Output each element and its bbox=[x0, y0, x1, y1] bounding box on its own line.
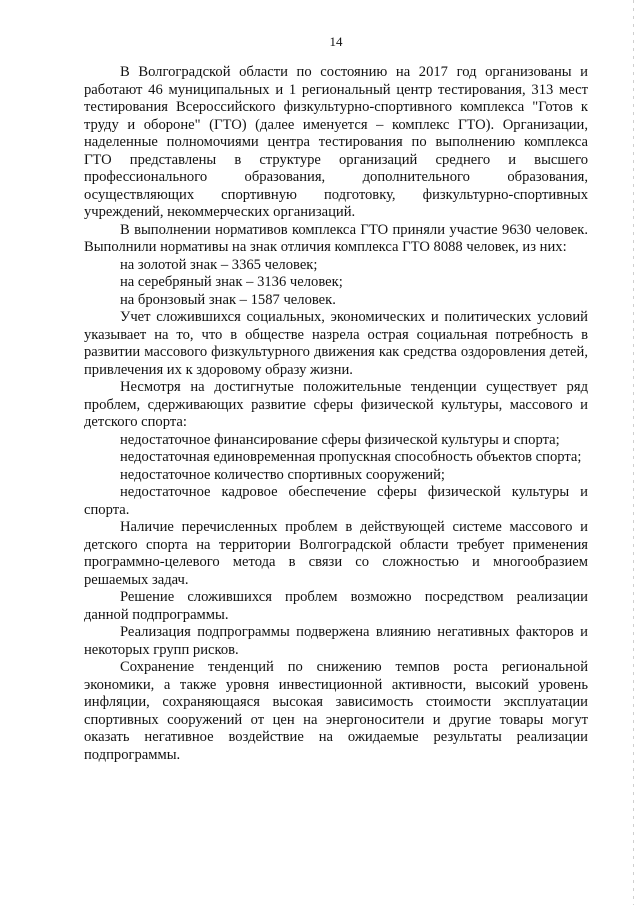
paragraph-problems-intro: Несмотря на достигнутые положительные тенденции существует ряд проблем, сдерживающих развитие сферы физической культуры, массового и детского спорта: bbox=[84, 379, 588, 430]
problem-item-staff: недостаточное кадровое обеспечение сферы физической культуры и спорта. bbox=[84, 484, 588, 518]
list-item-gold: на золотой знак – 3365 человек; bbox=[120, 256, 318, 273]
paragraph-risks: Реализация подпрограммы подвержена влиянию негативных факторов и некоторых групп рисков. bbox=[84, 624, 588, 658]
paragraph-gto-participants: В выполнении нормативов комплекса ГТО приняли участие 9630 человек. Выполнили нормативы на знак отличия комплекса ГТО 8088 человек, из них: bbox=[84, 221, 588, 255]
problem-item-facilities: недостаточное количество спортивных сооружений; bbox=[120, 466, 445, 483]
scan-edge-mark bbox=[633, 0, 634, 905]
page-number: 14 bbox=[329, 34, 343, 49]
list-item-silver: на серебряный знак – 3136 человек; bbox=[120, 274, 343, 290]
document-body bbox=[84, 64, 588, 764]
problem-item-financing: недостаточное финансирование сферы физической культуры и спорта; bbox=[120, 431, 560, 448]
problem-item-capacity: недостаточная единовременная пропускная способность объектов спорта; bbox=[120, 449, 582, 465]
paragraph-solution: Решение сложившихся проблем возможно посредством реализации данной подпрограммы. bbox=[84, 589, 588, 623]
paragraph-program-method: Наличие перечисленных проблем в действующей системе массового и детского спорта на территории Волгоградской области требует применения программно-целевого метода в связи со сложностью и многообразием решаемых задач. bbox=[84, 519, 588, 588]
paragraph-gto-centers: В Волгоградской области по состоянию на 2017 год организованы и работают 46 муниципальных и 1 региональный центр тестирования, 313 мест тестирования Всероссийского физкультурно-спортивного комплекса "Готов к труду и обороне" (ГТО) (далее именуется – комплекс ГТО). Организации, наделенные полномочиями центра тестирования по выполнению комплекса ГТО представлены в структуре организаций среднего и высшего профессионального образования, дополнительного образования, осуществляющих спортивную подготовку, физкультурно-спортивных учреждений, некоммерческих организаций. bbox=[84, 64, 588, 220]
paragraph-economic-trends: Сохранение тенденций по снижению темпов роста региональной экономики, а также уровня инвестиционной активности, высокий уровень инфляции, сохраняющаяся высокая зависимость стоимости эксплуатации спортивных сооружений от цен на энергоносители и другие товары могут оказать негативное воздействие на ожидаемые результаты реализации подпрограммы. bbox=[84, 659, 588, 763]
list-item-bronze: на бронзовый знак – 1587 человек. bbox=[120, 291, 336, 308]
paragraph-social-need: Учет сложившихся социальных, экономических и политических условий указывает на то, что в обществе назрела острая социальная потребность в развитии массового физкультурного движения как средства оздоровления детей, привлечения их к здоровому образу жизни. bbox=[84, 309, 588, 378]
